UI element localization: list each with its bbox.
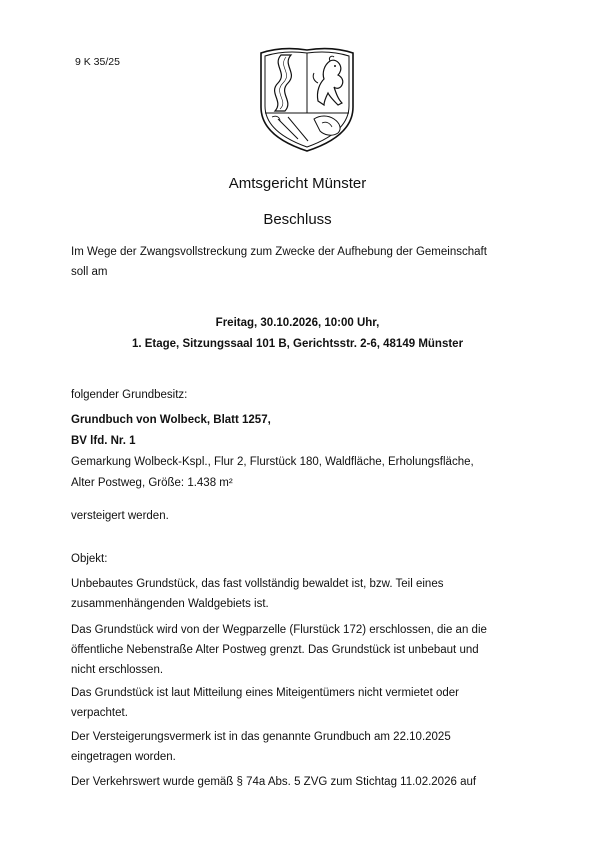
object-heading: Objekt:	[71, 553, 108, 565]
property-details	[71, 410, 531, 494]
intro-line: Im Wege der Zwangsvollstreckung zum Zwecke der Aufhebung der Gemeinschaft	[71, 246, 487, 258]
object-line: Der Verkehrswert wurde gemäß § 74a Abs. 5 ZVG zum Stichtag 11.02.2026 auf	[71, 776, 477, 788]
property-entry: BV lfd. Nr. 1	[71, 435, 136, 447]
object-line: Das Grundstück ist laut Mitteilung eines Miteigentümers nicht vermietet oder	[71, 687, 459, 699]
document-title: Beschluss	[263, 211, 332, 228]
appointment-date-time: Freitag, 30.10.2026, 10:00 Uhr,	[215, 317, 380, 329]
object-paragraph	[71, 772, 531, 792]
object-line: öffentliche Nebenstraße Alter Postweg grenzt. Das Grundstück ist unbebaut und	[71, 644, 479, 656]
coat-of-arms-logo	[258, 43, 356, 154]
appointment-location: 1. Etage, Sitzungssaal 101 B, Gerichtsstr. 2-6, 48149 Münster	[131, 338, 464, 350]
object-line: Unbebautes Grundstück, das fast vollständig bewaldet ist, bzw. Teil eines	[71, 578, 444, 590]
auction-text: versteigert werden.	[71, 510, 169, 522]
intro-paragraph	[71, 242, 531, 282]
property-description-line: Gemarkung Wolbeck-Kspl., Flur 2, Flurstück 180, Waldfläche, Erholungsfläche,	[71, 456, 474, 468]
case-number: 9 K 35/25	[75, 56, 120, 68]
object-line: Das Grundstück wird von der Wegparzelle (Flurstück 172) erschlossen, die an die	[71, 624, 487, 636]
property-description-line: Alter Postweg, Größe: 1.438 m²	[71, 477, 233, 489]
object-paragraph	[71, 574, 531, 614]
property-heading: folgender Grundbesitz:	[71, 389, 188, 401]
object-line: verpachtet.	[71, 707, 128, 719]
object-line: nicht erschlossen.	[71, 664, 164, 676]
appointment-block	[0, 313, 595, 355]
object-line: eingetragen worden.	[71, 751, 176, 763]
object-line: zusammenhängenden Waldgebiets ist.	[71, 598, 269, 610]
object-paragraph	[71, 683, 531, 723]
court-name: Amtsgericht Münster	[228, 175, 367, 192]
property-register: Grundbuch von Wolbeck, Blatt 1257,	[71, 414, 271, 426]
intro-line: soll am	[71, 266, 108, 278]
object-paragraph	[71, 727, 531, 767]
object-line: Der Versteigerungsvermerk ist in das genannte Grundbuch am 22.10.2025	[71, 731, 451, 743]
object-paragraph	[71, 620, 531, 680]
